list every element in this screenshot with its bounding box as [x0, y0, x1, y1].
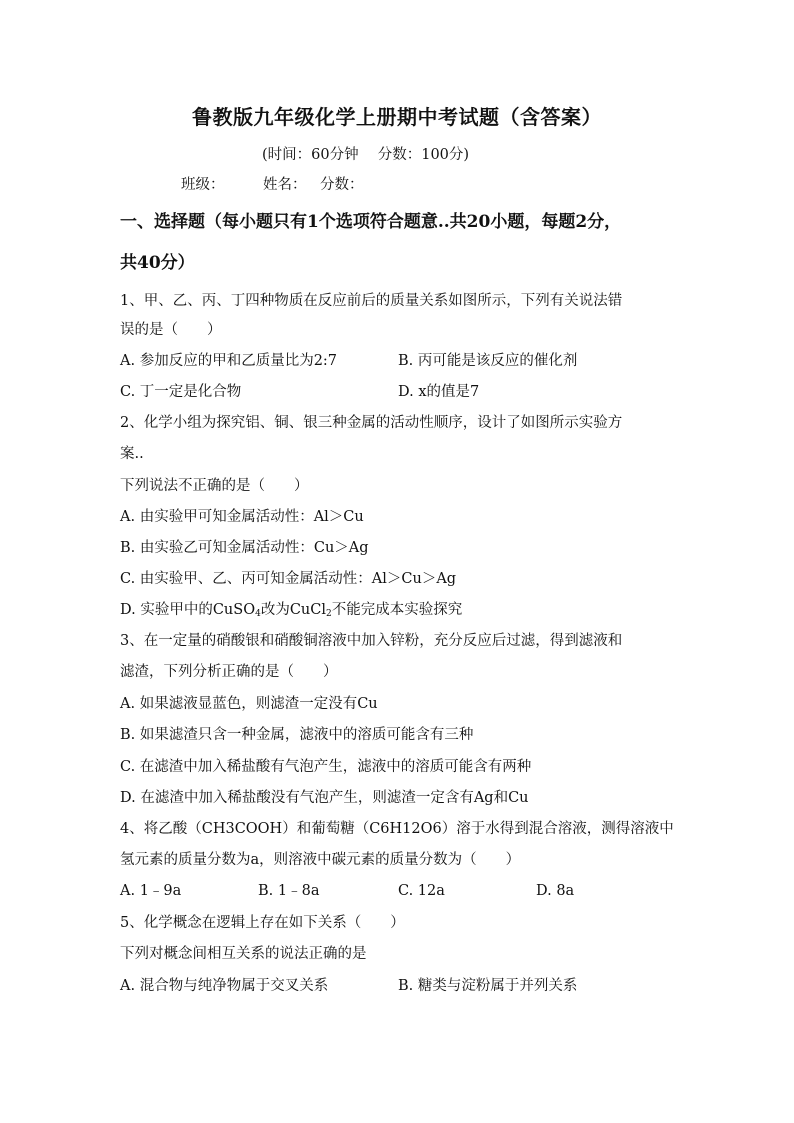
q2-option-d	[120, 600, 462, 620]
q4-stem-line1: 4、将乙酸（CH3COOH）和葡萄糖（C6H12O6）溶于水得到混合溶液，测得溶液中	[120, 821, 674, 837]
q3-option-d: D. 在滤渣中加入稀盐酸没有气泡产生，则滤渣一定含有Ag和Cu	[120, 790, 529, 806]
q4-option-b: B. 1﹣8a	[258, 883, 320, 899]
q2-stem-line2: 案..	[120, 446, 144, 462]
section-heading-line1: 一、选择题（每小题只有1个选项符合题意..共20小题，每题2分，	[120, 212, 622, 232]
q2-option-b: B. 由实验乙可知金属活动性：Cu＞Ag	[120, 540, 369, 556]
q3-option-b: B. 如果滤渣只含一种金属，滤液中的溶质可能含有三种	[120, 727, 474, 743]
class-field-label: 班级：	[181, 177, 225, 193]
q2-option-d-pre: D. 实验甲中的CuSO	[120, 602, 256, 618]
q5-stem-line2: 下列对概念间相互关系的说法正确的是	[120, 946, 367, 962]
name-field-label: 姓名：	[263, 177, 307, 193]
q4-option-a: A. 1﹣9a	[120, 883, 182, 899]
q1-option-b: B. 丙可能是该反应的催化剂	[398, 353, 578, 369]
section-heading-line2: 共40分）	[120, 253, 195, 273]
q4-option-d: D. 8a	[536, 883, 575, 899]
q2-option-a: A. 由实验甲可知金属活动性：Al＞Cu	[120, 509, 364, 525]
q1-option-d: D. x的值是7	[398, 384, 480, 400]
q2-option-d-sub1: 4	[255, 609, 261, 619]
q3-option-a: A. 如果滤液显蓝色，则滤渣一定没有Cu	[120, 696, 378, 712]
q5-stem-line1: 5、化学概念在逻辑上存在如下关系（ ）	[120, 915, 405, 931]
page-title: 鲁教版九年级化学上册期中考试题（含答案）	[192, 105, 602, 129]
q2-option-d-mid: 改为CuCl	[260, 602, 326, 618]
q4-stem-line2: 氢元素的质量分数为a，则溶液中碳元素的质量分数为（ ）	[120, 852, 521, 868]
q3-stem-line1: 3、在一定量的硝酸银和硝酸铜溶液中加入锌粉，充分反应后过滤，得到滤液和	[120, 633, 623, 649]
q3-stem-line2: 滤渣，下列分析正确的是（ ）	[120, 664, 338, 680]
q2-stem-line3: 下列说法不正确的是（ ）	[120, 478, 309, 494]
exam-info: (时间：60分钟 分数：100分)	[262, 147, 470, 163]
q2-option-d-sub2: 2	[326, 609, 332, 619]
score-field-label: 分数：	[320, 177, 364, 193]
q2-option-d-post: 不能完成本实验探究	[331, 602, 463, 618]
q1-stem-line2: 误的是（ ）	[120, 322, 222, 338]
q3-option-c: C. 在滤渣中加入稀盐酸有气泡产生，滤液中的溶质可能含有两种	[120, 759, 532, 775]
q5-option-b: B. 糖类与淀粉属于并列关系	[398, 978, 578, 994]
q1-option-a: A. 参加反应的甲和乙质量比为2:7	[120, 353, 338, 369]
q2-stem-line1: 2、化学小组为探究铝、铜、银三种金属的活动性顺序，设计了如图所示实验方	[120, 415, 623, 431]
q2-option-c: C. 由实验甲、乙、丙可知金属活动性：Al＞Cu＞Ag	[120, 571, 457, 587]
q4-option-c: C. 12a	[398, 883, 445, 899]
q1-stem-line1: 1、甲、乙、丙、丁四种物质在反应前后的质量关系如图所示，下列有关说法错	[120, 293, 623, 309]
q1-option-c: C. 丁一定是化合物	[120, 384, 242, 400]
q5-option-a: A. 混合物与纯净物属于交叉关系	[120, 978, 329, 994]
